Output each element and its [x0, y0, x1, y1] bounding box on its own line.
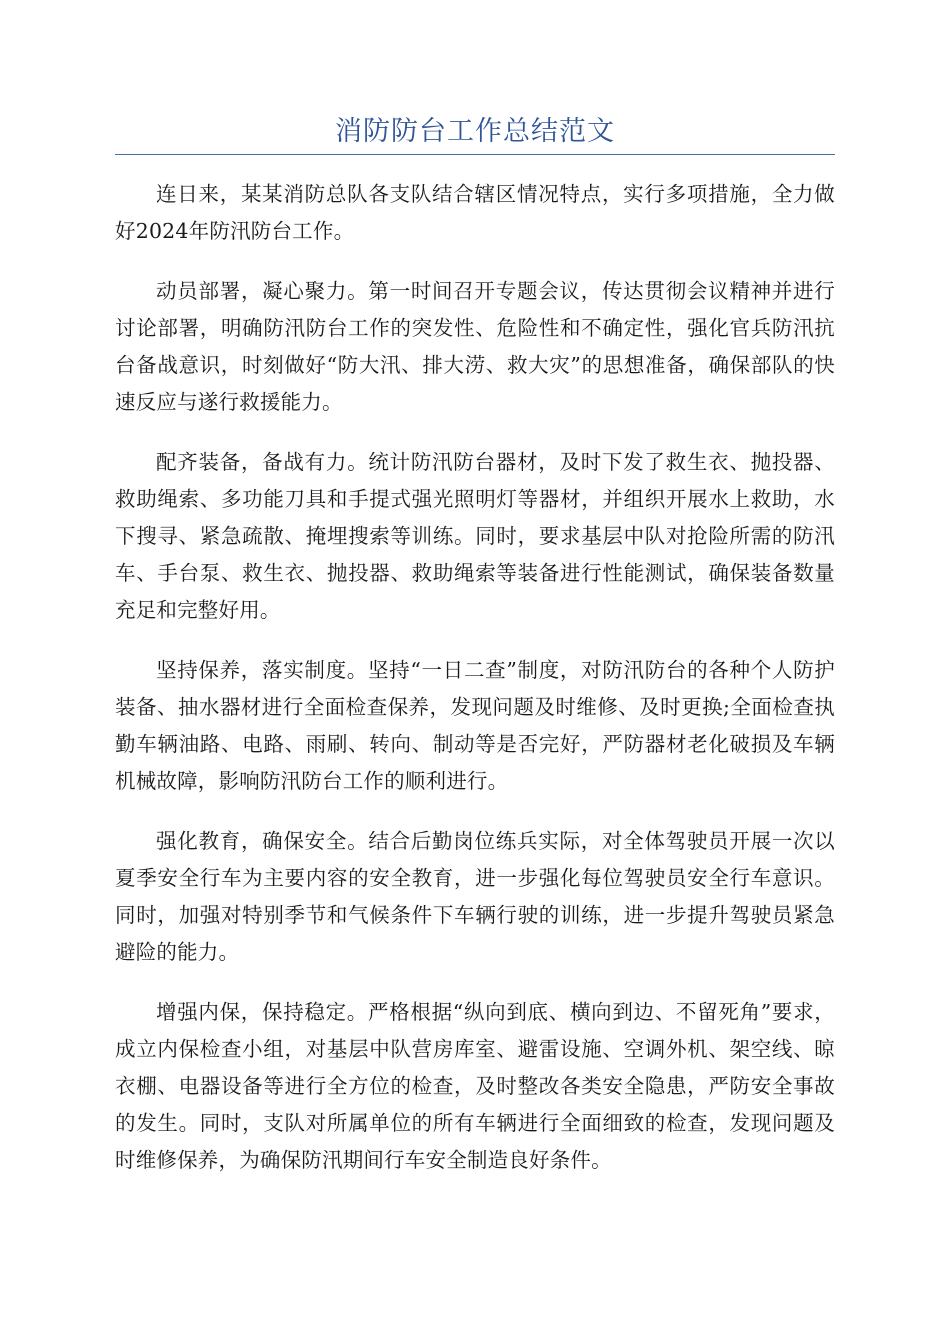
paragraph-security: 增强内保，保持稳定。严格根据“纵向到底、横向到边、不留死角”要求，成立内保检查小组，对基层中队营房库室、避雷设施、空调外机、架空线、晾衣棚、电器设备等进行全方位的检查，及时整改各类安全隐患，严防安全事故的发生。同时，支队对所属单位的所有车辆进行全面细致的检查，发现问题及时维修保养，为确保防汛期间行车安全制造良好条件。 [115, 1000, 835, 1172]
paragraph-mobilization: 动员部署，凝心聚力。第一时间召开专题会议，传达贯彻会议精神并进行讨论部署，明确防汛防台工作的突发性、危险性和不确定性，强化官兵防汛抗台备战意识，时刻做好“防大汛、排大涝、救大灾”的思想准备，确保部队的快速反应与遂行救援能力。 [115, 279, 835, 414]
document-title: 消防防台工作总结范文 [335, 116, 615, 147]
document-body [115, 176, 835, 1202]
paragraph-intro: 连日来，某某消防总队各支队结合辖区情况特点，实行多项措施，全力做好2024年防汛防台工作。 [115, 182, 835, 243]
paragraph-education: 强化教育，确保安全。结合后勤岗位练兵实际，对全体驾驶员开展一次以夏季安全行车为主要内容的安全教育，进一步强化每位驾驶员安全行车意识。同时，加强对特别季节和气候条件下车辆行驶的训练，进一步提升驾驶员紧急避险的能力。 [115, 829, 835, 964]
title-divider [115, 154, 835, 155]
paragraph-maintenance: 坚持保养，落实制度。坚持“一日二查”制度，对防汛防台的各种个人防护装备、抽水器材进行全面检查保养，发现问题及时维修、及时更换;全面检查执勤车辆油路、电路、雨刷、转向、制动等是否完好，严防器材老化破损及车辆机械故障，影响防汛防台工作的顺利进行。 [115, 658, 835, 793]
paragraph-equipment: 配齐装备，备战有力。统计防汛防台器材，及时下发了救生衣、抛投器、救助绳索、多功能刀具和手提式强光照明灯等器材，并组织开展水上救助，水下搜寻、紧急疏散、掩埋搜索等训练。同时，要求基层中队对抢险所需的防汛车、手台泵、救生衣、抛投器、救助绳索等装备进行性能测试，确保装备数量充足和完整好用。 [115, 450, 835, 622]
